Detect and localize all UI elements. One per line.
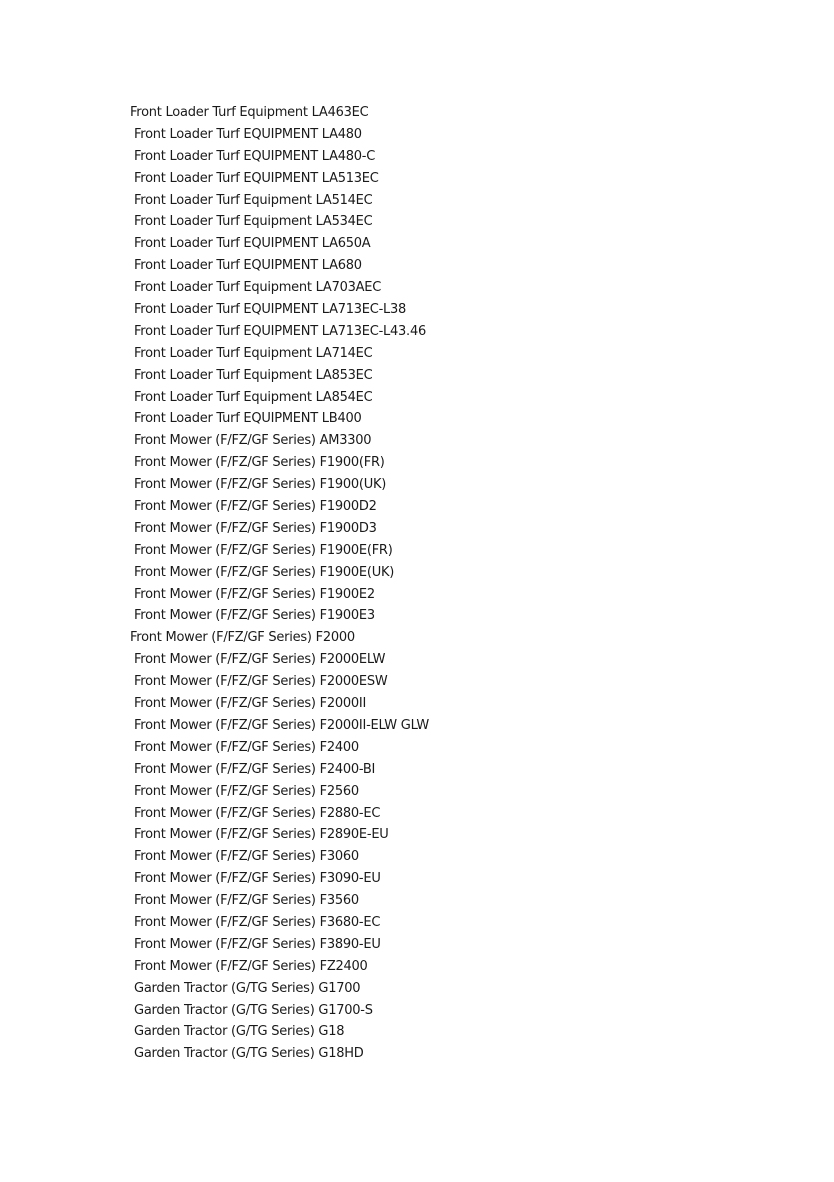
- list-item: Front Loader Turf EQUIPMENT LA680: [134, 258, 362, 274]
- list-item: Front Mower (F/FZ/GF Series) F1900E(UK): [134, 564, 395, 580]
- list-item: Front Mower (F/FZ/GF Series) F1900D2: [134, 499, 377, 515]
- list-item: Front Mower (F/FZ/GF Series) F3890-EU: [134, 936, 381, 952]
- list-item: Front Mower (F/FZ/GF Series) F3560: [134, 893, 359, 909]
- list-item: Front Mower (F/FZ/GF Series) F3680-EC: [134, 914, 381, 930]
- list-item: Front Loader Turf Equipment LA463EC: [130, 105, 369, 120]
- list-item: Front Mower (F/FZ/GF Series) FZ2400: [134, 958, 368, 974]
- list-item: Garden Tractor (G/TG Series) G1700: [134, 980, 361, 996]
- list-item: Front Mower (F/FZ/GF Series) AM3300: [134, 433, 372, 449]
- list-item: Front Mower (F/FZ/GF Series) F2000ESW: [134, 674, 388, 690]
- list-item: Front Loader Turf Equipment LA514EC: [134, 192, 373, 208]
- list-item: Front Loader Turf Equipment LA714EC: [134, 345, 373, 361]
- list-item: Front Mower (F/FZ/GF Series) F1900(UK): [134, 477, 387, 493]
- list-item: Front Mower (F/FZ/GF Series) F2000II-ELW GLW: [134, 717, 429, 733]
- list-item: Garden Tractor (G/TG Series) G18HD: [134, 1046, 364, 1062]
- list-item: Garden Tractor (G/TG Series) G18: [134, 1024, 345, 1040]
- list-item: Garden Tractor (G/TG Series) G1700-S: [134, 1002, 373, 1018]
- list-item: Front Loader Turf Equipment LA853EC: [134, 367, 373, 383]
- list-item: Front Mower (F/FZ/GF Series) F1900E2: [134, 586, 375, 602]
- list-item: Front Mower (F/FZ/GF Series) F2000: [130, 630, 355, 646]
- list-item: Front Loader Turf EQUIPMENT LA713EC-L38: [134, 302, 407, 318]
- list-item: Front Loader Turf EQUIPMENT LA513EC: [134, 170, 379, 186]
- list-item: Front Loader Turf EQUIPMENT LB400: [134, 411, 362, 427]
- list-item: Front Mower (F/FZ/GF Series) F2880-EC: [134, 805, 381, 821]
- list-item: Front Loader Turf Equipment LA854EC: [134, 389, 373, 405]
- list-item: Front Loader Turf Equipment LA534EC: [134, 214, 373, 230]
- list-item: Front Mower (F/FZ/GF Series) F2890E-EU: [134, 827, 389, 843]
- list-item: Front Loader Turf EQUIPMENT LA480: [134, 126, 362, 142]
- list-item: Front Mower (F/FZ/GF Series) F2000ELW: [134, 652, 386, 668]
- list-item: Front Loader Turf EQUIPMENT LA480-C: [134, 148, 376, 164]
- model-list: [130, 102, 429, 1065]
- list-item: Front Mower (F/FZ/GF Series) F2400-BI: [134, 761, 376, 777]
- list-item: Front Loader Turf EQUIPMENT LA713EC-L43.46: [134, 323, 426, 339]
- list-item: Front Mower (F/FZ/GF Series) F2000II: [134, 696, 367, 712]
- list-item: Front Mower (F/FZ/GF Series) F3090-EU: [134, 871, 381, 887]
- list-item: Front Mower (F/FZ/GF Series) F2560: [134, 783, 359, 799]
- list-item: Front Loader Turf EQUIPMENT LA650A: [134, 236, 371, 252]
- list-item: Front Mower (F/FZ/GF Series) F1900(FR): [134, 455, 385, 471]
- list-item: Front Loader Turf Equipment LA703AEC: [134, 280, 382, 296]
- list-item: Front Mower (F/FZ/GF Series) F3060: [134, 849, 359, 865]
- list-item: Front Mower (F/FZ/GF Series) F1900D3: [134, 520, 377, 536]
- list-item: Front Mower (F/FZ/GF Series) F1900E3: [134, 608, 375, 624]
- list-item: Front Mower (F/FZ/GF Series) F2400: [134, 739, 359, 755]
- list-item: Front Mower (F/FZ/GF Series) F1900E(FR): [134, 542, 393, 558]
